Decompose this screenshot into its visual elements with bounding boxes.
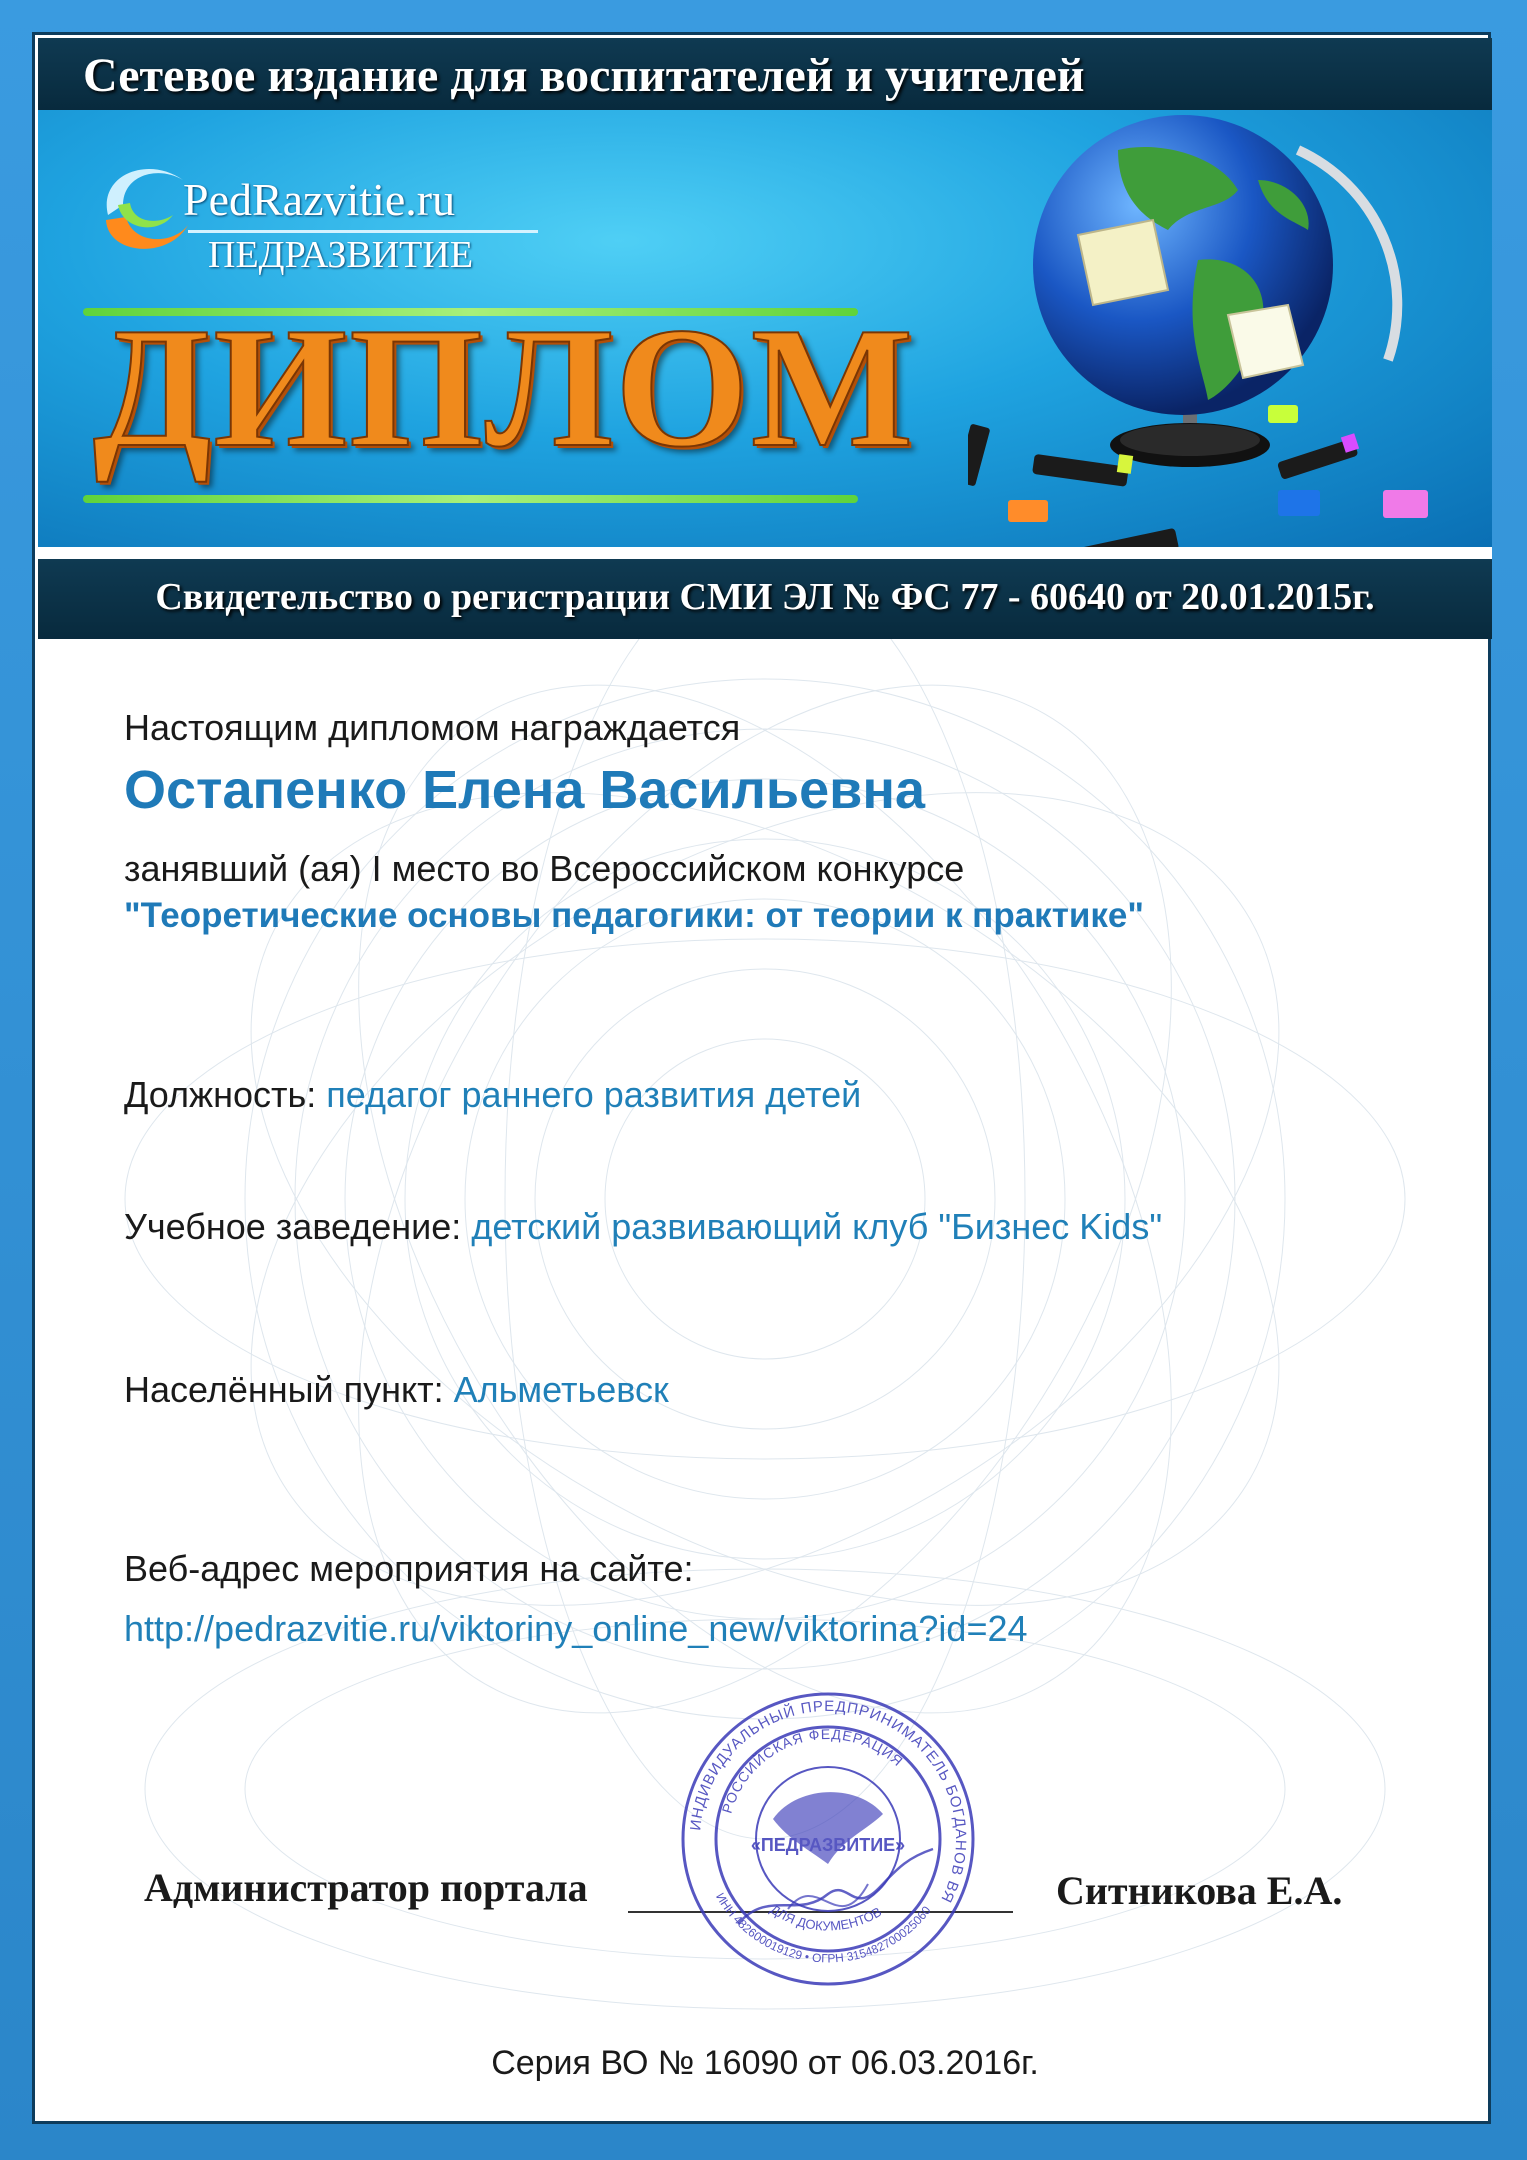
title-rule-bottom <box>83 495 858 503</box>
contest-title: "Теоретические основы педагогики: от теории к практике" <box>124 896 1144 935</box>
diploma-title: ДИПЛОМ <box>93 293 916 483</box>
institution-row <box>124 1206 1162 1248</box>
place-text: занявший (ая) I место во Всероссийском конкурсе <box>124 848 965 889</box>
logo-text-cyrillic: ПЕДРАЗВИТИЕ <box>208 234 474 276</box>
signatory-name: Ситникова Е.А. <box>1056 1868 1343 1913</box>
signatory-role: Администратор портала <box>144 1865 588 1910</box>
diploma-series-number: Серия ВО № 16090 от 06.03.2016г. <box>491 2044 1039 2082</box>
logo-swirl-icon <box>88 145 198 265</box>
diploma-body <box>38 639 1492 2119</box>
globe-illustration <box>968 110 1488 547</box>
handwritten-signature <box>738 1849 933 1924</box>
position-label: Должность: <box>124 1074 317 1115</box>
header-divider <box>38 547 1492 559</box>
publication-tagline: Сетевое издание для воспитателей и учителей <box>83 49 1085 102</box>
institution-label: Учебное заведение: <box>124 1206 462 1247</box>
locality-row <box>124 1369 669 1411</box>
site-logo <box>88 145 588 275</box>
stamp-outer-text: ИНДИВИДУАЛЬНЫЙ ПРЕДПРИНИМАТЕЛЬ БОГДАНОВ ВЯ <box>687 1697 970 1906</box>
registration-certificate: Свидетельство о регистрации СМИ ЭЛ № ФС 77 - 60640 от 20.01.2015г. <box>155 576 1375 618</box>
position-row <box>124 1074 861 1116</box>
recipient-name: Остапенко Елена Васильевна <box>124 760 926 820</box>
stamp-inner-text: РОССИЙСКАЯ ФЕДЕРАЦИЯ <box>718 1725 907 1816</box>
stamp-bottom-text: ДЛЯ ДОКУМЕНТОВ <box>767 1901 885 1934</box>
registration-band <box>38 559 1492 639</box>
url-label: Веб-адрес мероприятия на сайте: <box>124 1548 694 1589</box>
locality-label: Населённый пункт: <box>124 1369 444 1410</box>
stamp-ids-text: ИНН 482600019129 • ОГРН 315482700025060 <box>713 1890 934 1966</box>
event-url-link[interactable]: http://pedrazvitie.ru/viktoriny_online_new/viktorina?id=24 <box>124 1608 1028 1649</box>
institution-value: детский развивающий клуб "Бизнес Kids" <box>471 1206 1163 1247</box>
official-stamp <box>678 1689 978 1989</box>
award-intro: Настоящим дипломом награждается <box>124 707 741 748</box>
position-value: педагог раннего развития детей <box>326 1074 862 1115</box>
stamp-center-text: «ПЕДРАЗВИТИЕ» <box>750 1835 906 1855</box>
logo-text-latin: PedRazvitie.ru <box>183 174 456 225</box>
locality-value: Альметьевск <box>453 1369 669 1410</box>
header-banner <box>38 110 1492 547</box>
top-band <box>38 38 1492 110</box>
